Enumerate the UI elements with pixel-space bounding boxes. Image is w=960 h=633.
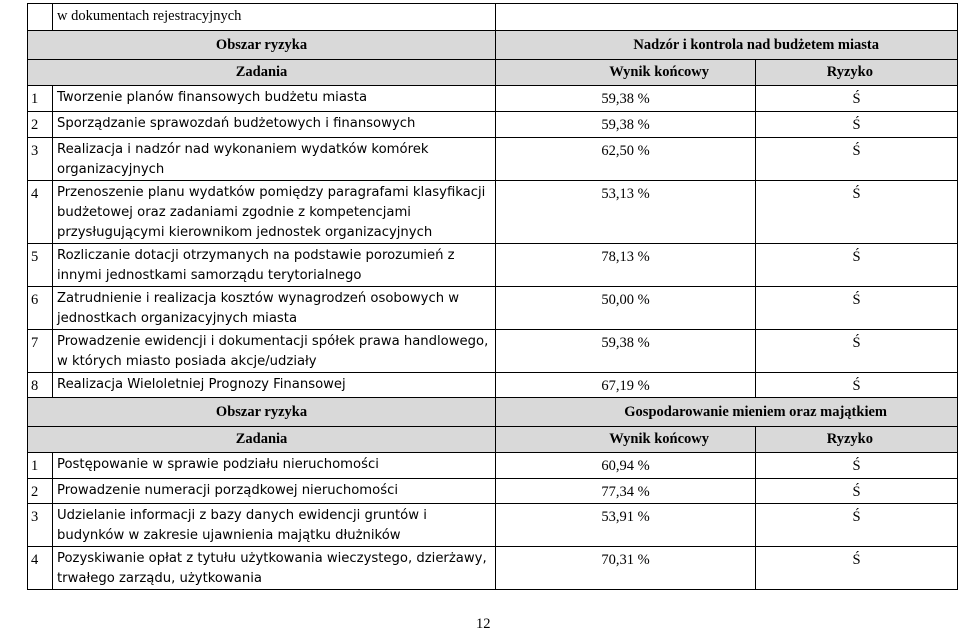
section2-header-tasks: Zadania (28, 427, 496, 453)
table-row (28, 287, 958, 330)
risk-cell: Ś (756, 112, 958, 138)
intro-text: w dokumentach rejestracyjnych (53, 4, 496, 31)
result-cell: 50,00 % (496, 287, 756, 330)
result-cell: 59,38 % (496, 86, 756, 112)
result-cell: 53,13 % (496, 181, 756, 244)
section2-area-name: Gospodarowanie mieniem oraz majątkiem (496, 398, 958, 427)
page-number: 12 (476, 616, 491, 632)
task-cell: Prowadzenie numeracji porządkowej nieruchomości (53, 479, 496, 504)
result-cell: 60,94 % (496, 453, 756, 479)
table-row (28, 547, 958, 590)
risk-cell: Ś (756, 86, 958, 112)
section2-column-headers (28, 427, 958, 453)
section2-header-result: Wynik końcowy (496, 427, 756, 453)
task-cell: Zatrudnienie i realizacja kosztów wynagrodzeń osobowych w jednostkach organizacyjnych miasta (53, 287, 496, 330)
risk-cell: Ś (756, 547, 958, 590)
risk-cell: Ś (756, 504, 958, 547)
task-cell: Udzielanie informacji z bazy danych ewidencji gruntów i budynków w zakresie ujawnienia majątku dłużników (53, 504, 496, 547)
result-cell: 78,13 % (496, 244, 756, 287)
task-cell: Przenoszenie planu wydatków pomiędzy paragrafami klasyfikacji budżetowej oraz zadaniami zgodnie z kompetencjami przysługującymi kierownikom jednostek organizacyjnych (53, 181, 496, 244)
section1-header-tasks: Zadania (28, 60, 496, 86)
risk-cell: Ś (756, 138, 958, 181)
row-number: 3 (28, 504, 53, 547)
section2-area-header (28, 398, 958, 427)
row-number: 2 (28, 112, 53, 138)
section1-area-name: Nadzór i kontrola nad budżetem miasta (496, 31, 958, 60)
table-row (28, 479, 958, 504)
table-row (28, 504, 958, 547)
section1-column-headers (28, 60, 958, 86)
row-number: 3 (28, 138, 53, 181)
task-cell: Sporządzanie sprawozdań budżetowych i finansowych (53, 112, 496, 138)
risk-cell: Ś (756, 330, 958, 373)
table-row (28, 86, 958, 112)
task-cell: Tworzenie planów finansowych budżetu miasta (53, 86, 496, 112)
row-number: 7 (28, 330, 53, 373)
result-cell: 70,31 % (496, 547, 756, 590)
task-cell: Realizacja Wieloletniej Prognozy Finansowej (53, 373, 496, 398)
table-row (28, 112, 958, 138)
result-cell: 67,19 % (496, 373, 756, 398)
risk-cell: Ś (756, 453, 958, 479)
section2-area-label: Obszar ryzyka (28, 398, 496, 427)
section1-header-risk: Ryzyko (756, 60, 958, 86)
section1-header-result: Wynik końcowy (496, 60, 756, 86)
table-row (28, 373, 958, 398)
result-cell: 59,38 % (496, 330, 756, 373)
risk-cell: Ś (756, 287, 958, 330)
task-cell: Pozyskiwanie opłat z tytułu użytkowania wieczystego, dzierżawy, trwałego zarządu, użytkowania (53, 547, 496, 590)
row-number: 1 (28, 86, 53, 112)
table-row (28, 138, 958, 181)
result-cell: 62,50 % (496, 138, 756, 181)
result-cell: 53,91 % (496, 504, 756, 547)
risk-table (27, 3, 958, 590)
section1-area-header (28, 31, 958, 60)
table-row (28, 453, 958, 479)
table-row (28, 330, 958, 373)
risk-cell: Ś (756, 479, 958, 504)
intro-row (28, 4, 958, 31)
row-number: 2 (28, 479, 53, 504)
table-row (28, 181, 958, 244)
section1-area-label: Obszar ryzyka (28, 31, 496, 60)
row-number: 4 (28, 181, 53, 244)
result-cell: 59,38 % (496, 112, 756, 138)
risk-cell: Ś (756, 244, 958, 287)
result-cell: 77,34 % (496, 479, 756, 504)
task-cell: Rozliczanie dotacji otrzymanych na podstawie porozumień z innymi jednostkami samorządu terytorialnego (53, 244, 496, 287)
row-number: 5 (28, 244, 53, 287)
risk-cell: Ś (756, 373, 958, 398)
section2-header-risk: Ryzyko (756, 427, 958, 453)
row-number: 1 (28, 453, 53, 479)
row-number: 6 (28, 287, 53, 330)
task-cell: Realizacja i nadzór nad wykonaniem wydatków komórek organizacyjnych (53, 138, 496, 181)
row-number: 8 (28, 373, 53, 398)
task-cell: Prowadzenie ewidencji i dokumentacji spółek prawa handlowego, w których miasto posiada akcje/udziały (53, 330, 496, 373)
table-row (28, 244, 958, 287)
row-number: 4 (28, 547, 53, 590)
risk-cell: Ś (756, 181, 958, 244)
task-cell: Postępowanie w sprawie podziału nieruchomości (53, 453, 496, 479)
